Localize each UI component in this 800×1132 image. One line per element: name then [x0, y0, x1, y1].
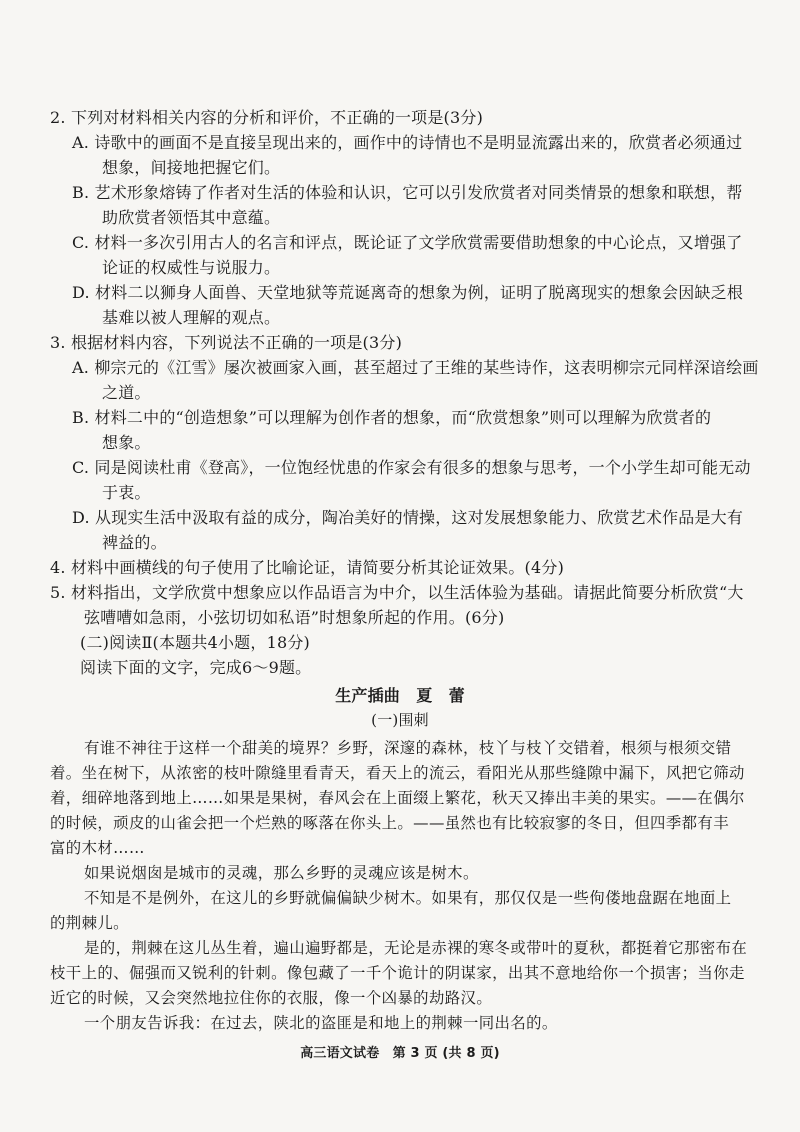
article-line: 着。坐在树下，从浓密的枝叶隙缝里看青天，看天上的流云，看阳光从那些缝隙中漏下，风把它筛动 [50, 764, 745, 782]
question-2-option-d-cont: 基难以被人理解的观点。 [102, 308, 281, 327]
question-3-option-b-cont: 想象。 [102, 433, 151, 452]
section-heading: (二)阅读Ⅱ(本题共4小题，18分) [80, 633, 310, 652]
question-5: 5. 材料指出，文学欣赏中想象应以作品语言为中介，以生活体验为基础。请据此简要分析欣赏“大 [50, 583, 744, 602]
question-3-option-d: D. 从现实生活中汲取有益的成分，陶冶美好的情操，这对发展想象能力、欣赏艺术作品是大有 [72, 508, 744, 527]
article-line: 一个朋友告诉我：在过去，陕北的盗匪是和地上的荆棘一同出名的。 [84, 1014, 558, 1032]
article-line: 有谁不神往于这样一个甜美的境界？乡野，深邃的森林，枝丫与枝丫交错着，根须与根须交错 [84, 739, 732, 757]
question-3-option-d-cont: 裨益的。 [102, 533, 167, 552]
question-3-option-c-cont: 于衷。 [102, 483, 151, 502]
question-2-option-b: B. 艺术形象熔铸了作者对生活的体验和认识，它可以引发欣赏者对同类情景的想象和联想，帮 [72, 183, 743, 202]
article-line: 枝干上的、倔强而又锐利的针刺。像包藏了一千个诡计的阴谋家，出其不意地给你一个损害；当你走 [50, 964, 745, 982]
question-2-option-a-cont: 想象，间接地把握它们。 [102, 158, 281, 177]
page-footer: 高三语文试卷 第 3 页 (共 8 页) [300, 1046, 500, 1061]
question-2-option-d: D. 材料二以狮身人面兽、天堂地狱等荒诞离奇的想象为例，证明了脱离现实的想象会因缺乏根 [72, 283, 744, 302]
question-2-option-a: A. 诗歌中的画面不是直接呈现出来的，画作中的诗情也不是明显流露出来的，欣赏者必须通过 [72, 133, 743, 152]
question-3-option-c: C. 同是阅读杜甫《登高》，一位饱经忧患的作家会有很多的想象与思考，一个小学生却可能无动 [72, 458, 751, 477]
article-line: 不知是不是例外，在这儿的乡野就偏偏缺少树木。如果有，那仅仅是一些佝偻地盘踞在地面上 [84, 889, 732, 907]
question-3-option-a: A. 柳宗元的《江雪》屡次被画家入画，甚至超过了王维的某些诗作，这表明柳宗元同样深谙绘画 [72, 358, 759, 377]
article-line: 的荆棘儿。 [50, 914, 129, 932]
question-2-option-c: C. 材料一多次引用古人的名言和评点，既论证了文学欣赏需要借助想象的中心论点，又增强了 [72, 233, 743, 252]
question-3-option-a-cont: 之道。 [102, 383, 151, 402]
question-2-stem: 2. 下列对材料相关内容的分析和评价，不正确的一项是(3分) [50, 108, 484, 127]
question-2-option-c-cont: 论证的权威性与说服力。 [102, 258, 281, 277]
article-line: 如果说烟囱是城市的灵魂，那么乡野的灵魂应该是树木。 [84, 864, 479, 882]
question-2-option-b-cont: 助欣赏者领悟其中意蕴。 [102, 208, 281, 227]
section-instruction: 阅读下面的文字，完成6～9题。 [80, 658, 312, 677]
article-line: 是的，荆棘在这儿丛生着，遍山遍野都是，无论是赤裸的寒冬或带叶的夏秋，都挺着它那密布在 [84, 939, 748, 957]
article-title: 生产插曲 夏 蕾 [335, 686, 465, 705]
article-line: 近它的时候，又会突然地拉住你的衣服，像一个凶暴的劫路汉。 [50, 989, 493, 1007]
article-subtitle: (一)围刺 [371, 711, 429, 729]
question-3-stem: 3. 根据材料内容，下列说法不正确的一项是(3分) [50, 333, 403, 352]
question-4: 4. 材料中画横线的句子使用了比喻论证，请简要分析其论证效果。(4分) [50, 558, 565, 577]
article-line: 的时候，顽皮的山雀会把一个烂熟的啄落在你头上。——虽然也有比较寂寥的冬日，但四季都有丰 [50, 814, 729, 832]
article-line: 富的木材…… [50, 839, 145, 857]
article-line: 着，细碎地落到地上……如果是果树，春风会在上面缀上繁花，秋天又捧出丰美的果实。——在偶尔 [50, 789, 745, 807]
question-5-cont: 弦嘈嘈如急雨，小弦切切如私语”时想象所起的作用。(6分) [84, 608, 505, 627]
question-3-option-b: B. 材料二中的“创造想象”可以理解为创作者的想象，而“欣赏想象”则可以理解为欣赏者的 [72, 408, 712, 427]
